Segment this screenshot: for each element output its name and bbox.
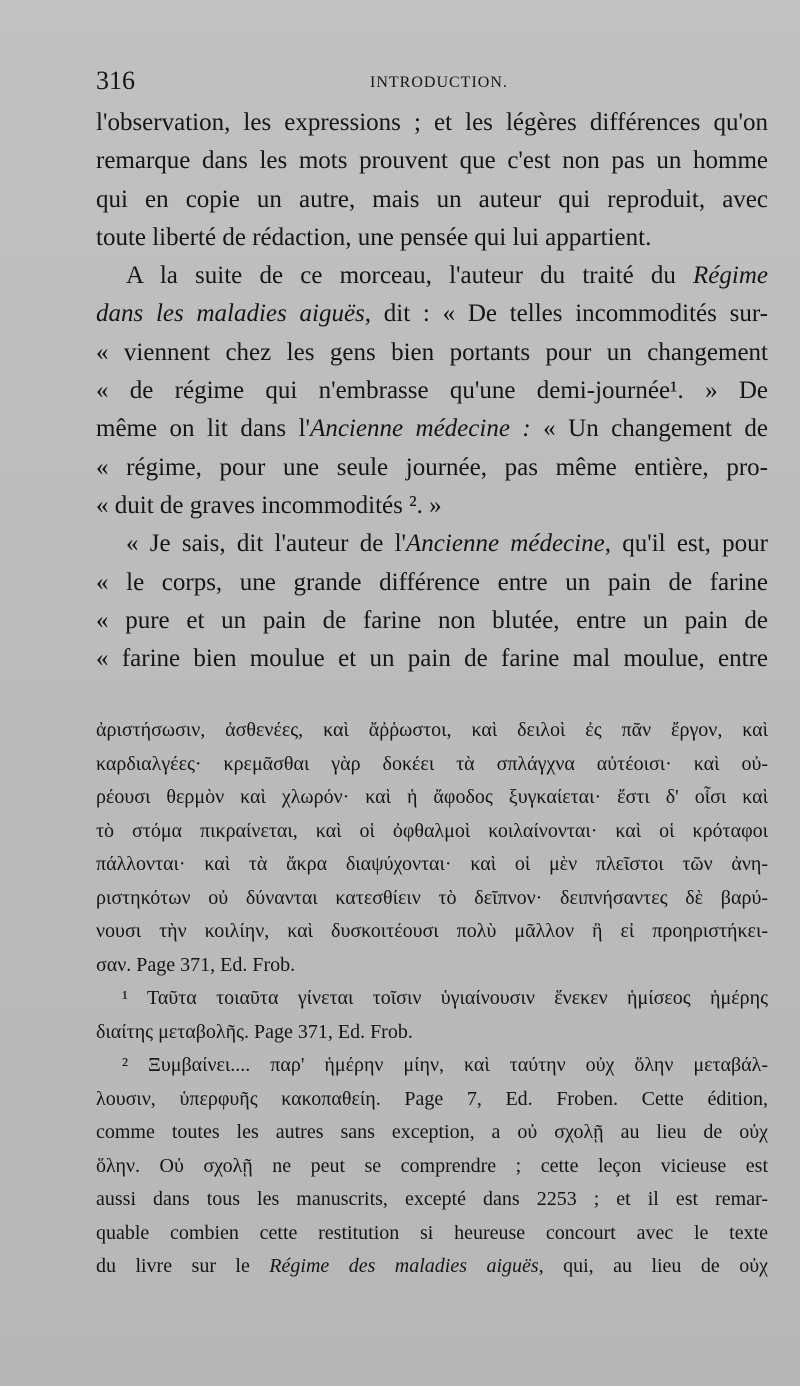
footnote-line-1: ἀριστήσωσιν, ἀσθενέες, καὶ ἄῤῥωστοι, καὶ δειλοὶ ἐς πᾶν ἔργον, καὶ [96, 719, 768, 741]
footnote-2-line-4: ὅλην. Οὐ σχολῇ ne peut se comprendre ; cette leçon vicieuse est [96, 1154, 768, 1177]
title-ancienne-medecine-2: Ancienne médecine [406, 530, 605, 558]
footnote-2-line-6: quable combien cette restitution si heureuse concourt avec le texte [96, 1221, 768, 1244]
body-line-8: « de régime qui n'embrasse qu'une demi-journée¹. » De [96, 377, 768, 405]
page-number: 316 [96, 66, 135, 95]
title-maladies-aigues: dans les maladies aiguës [96, 300, 365, 328]
footnote-2-line-5: aussi dans tous les manuscrits, excepté dans 2253 ; et il est remar- [96, 1188, 768, 1210]
body-line-13: « le corps, une grande différence entre un pain de farine [96, 568, 768, 596]
footnote-2-line-7 [96, 1250, 768, 1284]
running-title: INTRODUCTION. [370, 74, 508, 91]
body-line-2: remarque dans les mots prouvent que c'est non pas un homme [96, 147, 768, 175]
body-line-12-rest: , qu'il est, pour [604, 530, 768, 558]
body-line-1: l'observation, les expressions ; et les légères différences qu'on [96, 109, 768, 136]
body-line-12 [96, 525, 768, 563]
footnote-2-line-3: comme toutes les autres sans exception, a οὐ σχολῇ au lieu de οὐχ [96, 1121, 768, 1143]
body-line-3: qui en copie un autre, mais un auteur qui reproduit, avec [96, 185, 768, 213]
footnote-2-line-2: λουσιν, ὑπερφυῆς κακοπαθείη. Page 7, Ed. Froben. Cette édition, [96, 1087, 768, 1110]
footnote-line-8: σαν. Page 371, Ed. Frob. [96, 953, 296, 976]
body-line-6-text: , dit : « De telles incommodités sur- [364, 300, 769, 328]
footnote-2-line-1: ² Ξυμβαίνει.... παρ' ἡμέρην μίην, καὶ ταύτην οὐχ ὅλην μεταβάλ- [122, 1054, 768, 1076]
footnotes [96, 714, 768, 1284]
body-line-9 [96, 410, 768, 448]
footnote-line-4: τὸ στόμα πικραίνεται, καὶ οἱ ὀφθαλμοὶ κοιλαίνονται· καὶ οἱ κρόταφοι [96, 819, 768, 842]
footnote-2-line-7-text: du livre sur le [96, 1255, 270, 1277]
page-header [96, 66, 770, 102]
body-line-14: « pure et un pain de farine non blutée, entre un pain de [96, 606, 768, 634]
body-line-9-text: même on lit dans l' [96, 415, 311, 443]
footnote-1-line-2: διαίτης μεταβολῆς. Page 371, Ed. Frob. [96, 1020, 413, 1043]
title-regime-maladies-aigues: Régime des maladies aiguës [269, 1255, 539, 1277]
footnote-line-7: νουσι τὴν κοιλίην, καὶ δυσκοιτέουσι πολὺ μᾶλλον ἢ εἰ προηριστήκει- [96, 920, 768, 942]
footnote-2-line-7-rest: , qui, au lieu de οὐχ [538, 1255, 768, 1277]
title-regime: Régime [693, 262, 768, 290]
footnote-1-line-1: ¹ Ταῦτα τοιαῦτα γίνεται τοῖσιν ὑγιαίνουσιν ἕνεκεν ἡμίσεος ἡμέρης [122, 987, 768, 1009]
body-line-12-text: « Je sais, dit l'auteur de l' [126, 530, 407, 558]
body-line-4: toute liberté de rédaction, une pensée qui lui appartient. [96, 223, 652, 251]
main-text [96, 104, 768, 678]
body-line-10: « régime, pour une seule journée, pas même entière, pro- [96, 453, 768, 481]
title-ancienne-medecine-1: Ancienne médecine : [310, 415, 531, 443]
body-line-5 [96, 257, 768, 295]
body-line-15: « farine bien moulue et un pain de farine mal moulue, entre [96, 645, 768, 673]
body-line-7: « viennent chez les gens bien portants pour un changement [96, 338, 768, 366]
body-line-5-text: A la suite de ce morceau, l'auteur du traité du [126, 262, 676, 290]
footnote-line-5: πάλλονται· καὶ τὰ ἄκρα διαψύχονται· καὶ οἱ μὲν πλεῖστοι τῶν ἀνη- [96, 853, 768, 875]
footnote-line-2: καρδιαλγέες· κρεμᾶσθαι γὰρ δοκέει τὰ σπλάγχνα αὐτέοισι· καὶ οὐ- [96, 752, 768, 775]
body-line-9-rest: « Un changement de [530, 415, 769, 443]
footnote-line-6: ριστηκότων οὐ δύνανται κατεσθίειν τὸ δεῖπνον· δειπνήσαντες δὲ βαρύ- [96, 886, 768, 909]
body-line-6 [96, 295, 768, 333]
footnote-line-3: ρέουσι θερμὸν καὶ χλωρόν· καὶ ἡ ἄφοδος ξυγκαίεται· ἔστι δ' οἷσι καὶ [96, 786, 768, 808]
body-line-11: « duit de graves incommodités ². » [96, 491, 442, 519]
